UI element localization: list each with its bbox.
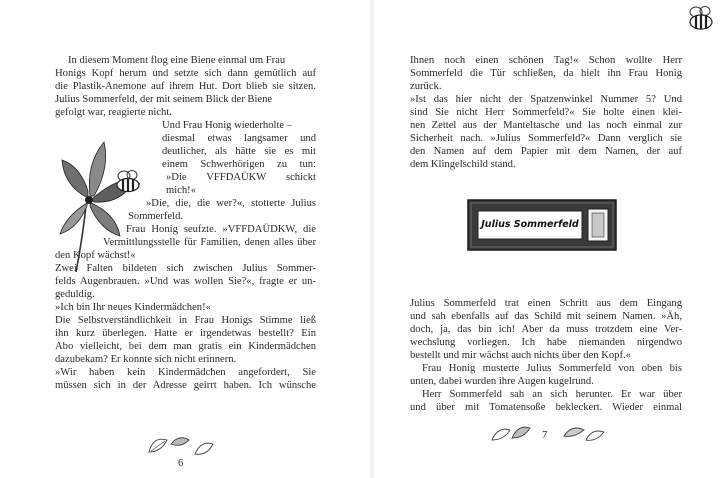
- text-line: und sah ebenfalls auf das Schild mit seinem Namen. »Äh,: [410, 311, 682, 322]
- text-line: Frau Honig seufzte. »VFFDAÜDKW, die: [126, 224, 316, 235]
- text-line: doch, ja, das bin ich! Aber da muss trotzdem eine Ver-: [410, 324, 682, 335]
- text-line: gefolgt war, reagierte nicht.: [55, 107, 172, 118]
- bee-corner-icon: [686, 4, 716, 34]
- leaves-ornament: [145, 432, 217, 458]
- text-line: die Plastik-Anemone auf ihrem Hut. Dort blieb sie sitzen.: [55, 81, 316, 92]
- text-line: mich!«: [166, 185, 197, 196]
- text-line: Zwei Falten bildeten sich zwischen Julius Sommer-: [55, 263, 316, 274]
- text-line: »Ich bin Ihr neues Kindermädchen!«: [55, 302, 211, 313]
- text-line: einem Schwerhörigen zu tun:: [162, 159, 316, 170]
- text-line: zurück.: [410, 81, 442, 92]
- text-line: Honigs Kopf herum und setzte sich dann gemütlich auf: [55, 68, 316, 79]
- text-line: Vermittlungsstelle für Familien, denen alles über: [103, 237, 316, 248]
- text-line: »Die VFFDAÜKW schickt: [166, 172, 316, 183]
- text-line: Und Frau Honig wiederholte –: [162, 120, 293, 131]
- text-line: In diesem Moment flog eine Biene einmal um Frau: [68, 55, 286, 66]
- text-line: Die Selbstverständlichkeit in Frau Honigs Stimme ließ: [55, 315, 316, 326]
- text-line: Abo vielleicht, bei dem man gratis ein Kindermädchen: [55, 341, 316, 352]
- right-page: [372, 0, 720, 478]
- text-line: geduldig.: [55, 289, 95, 300]
- text-line: müssen sich in der Adresse geirrt haben. Ich wünsche: [55, 380, 316, 391]
- text-line: Ihnen noch einen schönen Tag!« Schon wollte Herr: [410, 55, 682, 66]
- text-line: »Wir haben kein Kindermädchen angefordert, Sie: [55, 367, 316, 378]
- nameplate-text: Julius Sommerfeld: [481, 219, 579, 230]
- leaves-ornament: [562, 422, 606, 444]
- text-line: Sommerfeld die Tür schließen, da hielt ihn Frau Honig: [410, 68, 682, 79]
- text-line: Sommerfeld.: [128, 211, 184, 222]
- text-line: unten, dabei wurden ihre Augen kugelrund.: [410, 376, 594, 387]
- page-number-left: 6: [178, 458, 184, 469]
- text-line: bestellt und mir wächst auch nichts über den Kopf.«: [410, 350, 631, 361]
- text-line: Sicherheit nach. »Julius Sommerfeld?« Dann verglich sie: [410, 133, 682, 144]
- text-line: dazubekam? Er konnte sich nicht erinnern.: [55, 354, 237, 365]
- text-line: wechslung vorliegen. Ich habe niemanden nirgendwo: [410, 337, 682, 348]
- page-number-right: 7: [542, 430, 548, 441]
- text-line: und über mit Tomatensoße bekleckert. Wieder einmal: [410, 402, 682, 413]
- text-line: »Ist das hier nicht der Spatzenwinkel Nummer 5? Und: [410, 94, 682, 105]
- doorbell-nameplate: [466, 194, 618, 256]
- text-line: sind Sie nicht Herr Sommerfeld?« Sie holte einen klei-: [410, 107, 682, 118]
- text-line: ihn kurz überlegen. Hatte er irgendetwas bestellt? Ein: [55, 328, 316, 339]
- text-line: deutlicher, als hätte sie es mit: [162, 146, 316, 157]
- text-line: felds Augenbrauen. »Und was wollen Sie?«, fragte er un-: [55, 276, 316, 287]
- text-line: »Die, die, die wer?«, stotterte Julius: [146, 198, 316, 209]
- leaves-ornament: [490, 422, 534, 444]
- text-line: Herr Sommerfeld sah an sich herunter. Er war über: [422, 389, 682, 400]
- text-line: diesmal etwas langsamer und: [162, 133, 316, 144]
- text-line: nen Zettel aus der Manteltasche und las noch einmal zur: [410, 120, 682, 131]
- text-line: Frau Honig musterte Julius Sommerfeld von oben bis: [422, 363, 682, 374]
- text-line: den Namen auf dem Papier mit dem Namen, der auf: [410, 146, 682, 157]
- text-line: dem Klingelschild stand.: [410, 159, 516, 170]
- text-line: Julius Sommerfeld trat einen Schritt aus dem Eingang: [410, 298, 682, 309]
- text-line: den Kopf wächst!«: [55, 250, 136, 261]
- bee-icon: [114, 170, 144, 194]
- text-line: Julius Sommerfeld, der mit seinem Blick der Biene: [55, 94, 273, 105]
